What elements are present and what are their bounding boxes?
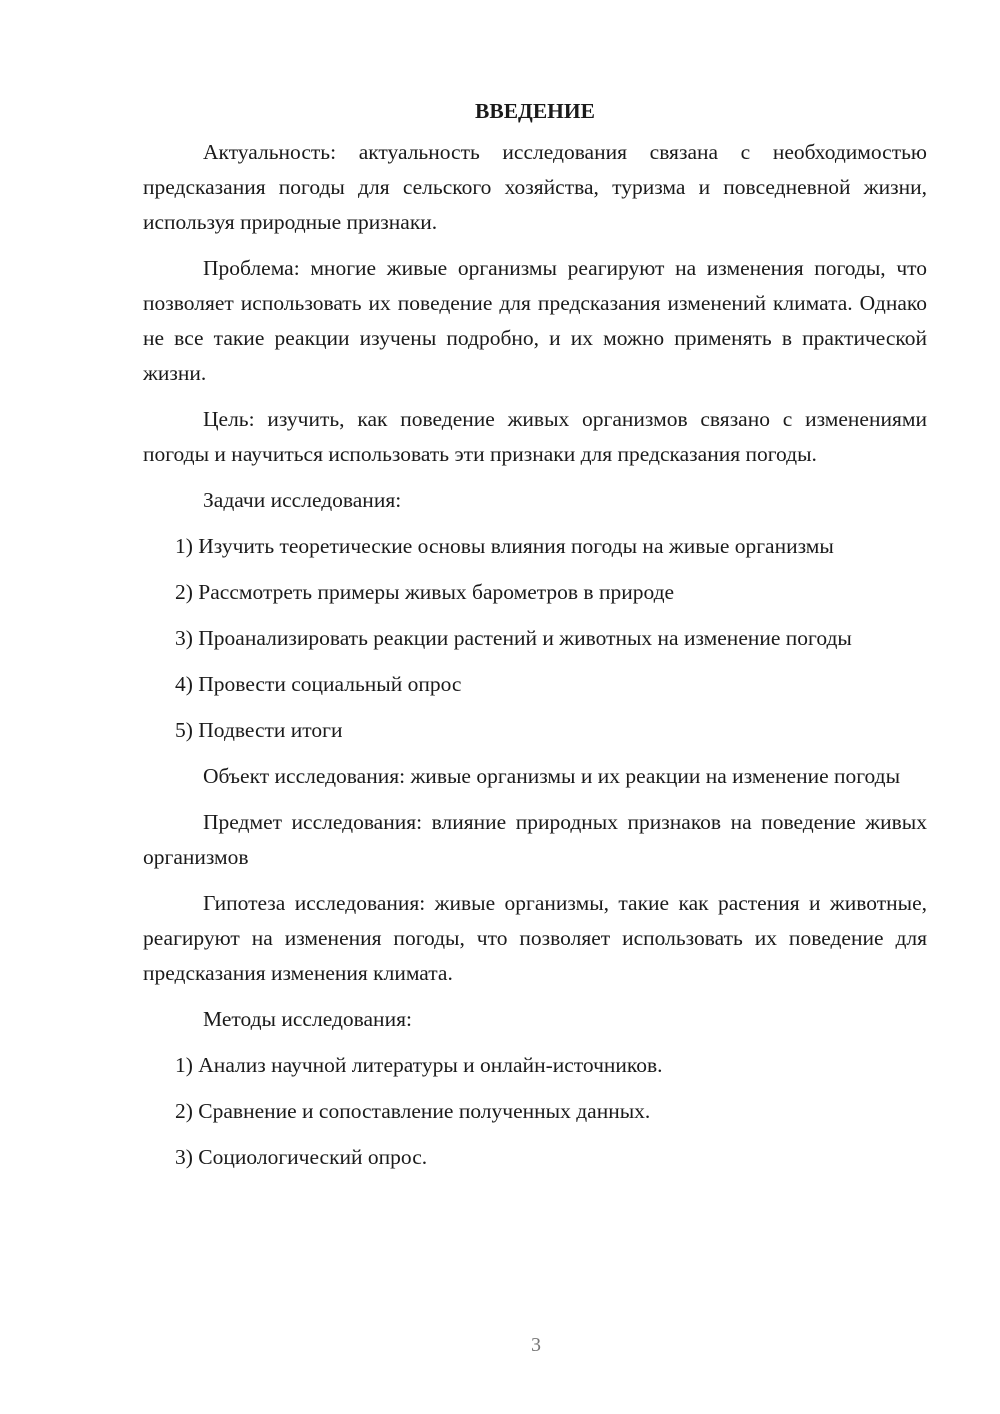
method-item: 1) Анализ научной литературы и онлайн-источников. [175, 1053, 663, 1077]
task-item: 5) Подвести итоги [175, 718, 343, 742]
object-paragraph: Объект исследования: живые организмы и их реакции на изменение погоды [203, 764, 901, 788]
method-item: 2) Сравнение и сопоставление полученных данных. [175, 1099, 651, 1123]
task-item: 4) Провести социальный опрос [175, 672, 462, 696]
relevance-paragraph: Актуальность: актуальность исследования связана с необходимостью предсказания погоды для сельского хозяйства, туризма и повседневной жизни, используя природные признаки. [143, 140, 927, 234]
tasks-heading: Задачи исследования: [203, 488, 402, 512]
task-item: 1) Изучить теоретические основы влияния погоды на живые организмы [175, 534, 834, 558]
task-item: 3) Проанализировать реакции растений и животных на изменение погоды [175, 626, 852, 650]
page-number: 3 [531, 1334, 541, 1356]
problem-paragraph: Проблема: многие живые организмы реагируют на изменения погоды, что позволяет использовать их поведение для предсказания изменений климата. Однако не все такие реакции изучены подробно, и их можно применять в практической жизни. [143, 256, 927, 385]
task-item: 2) Рассмотреть примеры живых барометров в природе [175, 580, 675, 604]
goal-paragraph: Цель: изучить, как поведение живых организмов связано с изменениями погоды и научиться использовать эти признаки для предсказания погоды. [143, 407, 927, 466]
hypothesis-paragraph: Гипотеза исследования: живые организмы, такие как растения и животные, реагируют на изменения погоды, что позволяет использовать их поведение для предсказания изменения климата. [143, 891, 927, 985]
section-title: ВВЕДЕНИЕ [475, 99, 595, 123]
methods-heading: Методы исследования: [203, 1007, 412, 1031]
subject-paragraph: Предмет исследования: влияние природных признаков на поведение живых организмов [143, 810, 927, 869]
method-item: 3) Социологический опрос. [175, 1145, 428, 1169]
document-page [143, 96, 927, 1186]
